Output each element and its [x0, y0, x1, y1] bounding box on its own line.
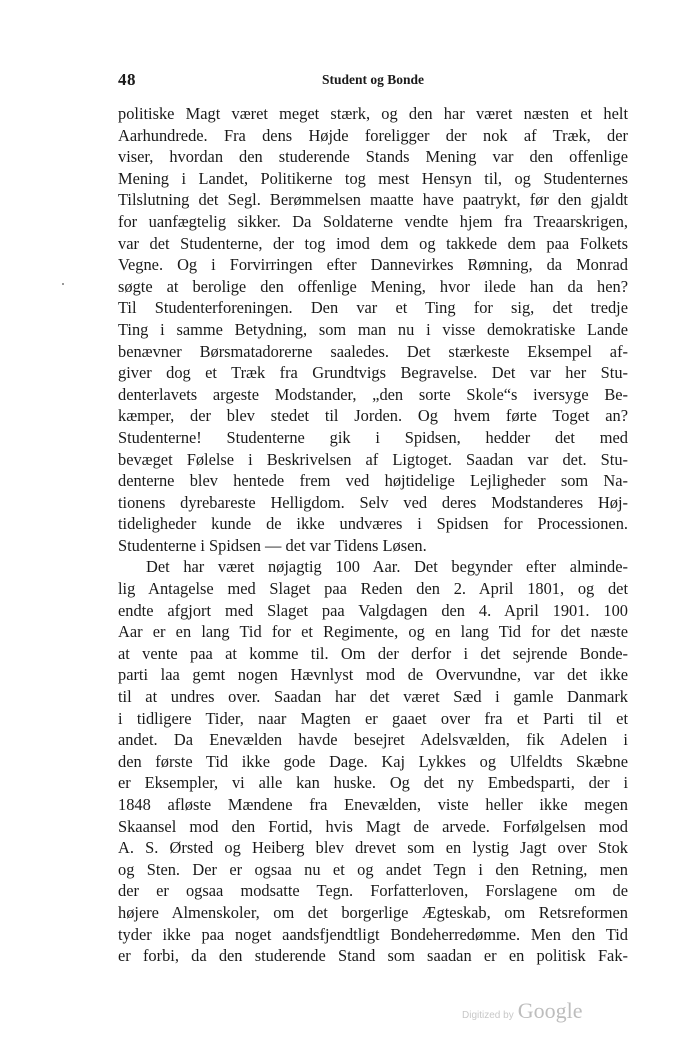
text-line: Tilslutning det Segl. Berømmelsen maatte have paatrykt, før den gjaldt	[118, 190, 628, 210]
text-line: til at undres over. Saadan har det været Sæd i gamle Danmark	[118, 687, 628, 707]
text-line: viser, hvordan den studerende Stands Mening var den offenlige	[118, 147, 628, 167]
page-number: 48	[118, 70, 136, 89]
body-text	[118, 103, 628, 967]
text-line: andet. Da Enevælden havde besejret Adelsvælden, fik Adelen i	[118, 730, 628, 750]
text-line: er Eksempler, vi alle kan huske. Og det ny Embedsparti, der i	[118, 773, 628, 793]
text-line: giver dog et Træk fra Grundtvigs Begravelse. Det var her Stu-	[118, 363, 628, 383]
text-line: A. S. Ørsted og Heiberg blev drevet som en lystig Jagt over Stok	[118, 838, 628, 858]
text-line: bevæget Følelse i Beskrivelsen af Ligtoget. Saadan var det. Stu-	[118, 449, 628, 469]
text-line: endte afgjort med Slaget paa Valgdagen den 4. April 1901. 100	[118, 600, 628, 620]
text-line: der er ogsaa modsatte Tegn. Forfatterloven, Forslagene om de	[118, 881, 628, 901]
text-line: er forbi, da den studerende Stand som saadan er en politisk Fak-	[118, 946, 628, 966]
text-line: lig Antagelse med Slaget paa Reden den 2. April 1801, og det	[118, 579, 628, 599]
digitization-watermark	[462, 998, 582, 1024]
paragraph-start-line: Det har været nøjagtig 100 Aar. Det begynder efter alminde-	[146, 557, 628, 577]
text-line: højere Almenskoler, om det borgerlige Ægteskab, om Retsreformen	[118, 902, 628, 922]
running-head: Student og Bonde	[321, 72, 425, 87]
text-line: for uanfægtelig sikker. Da Soldaterne vendte hjem fra Treaarskrigen,	[118, 211, 628, 231]
digitized-by-label: Digitized by	[462, 1010, 514, 1021]
text-line: i tidligere Tider, naar Magten er gaaet over fra et Parti til et	[118, 708, 628, 728]
text-line: Mening i Landet, Politikerne tog mest Hensyn til, og Studenternes	[118, 168, 628, 188]
text-line: denterlavets argeste Modstander, „den sorte Skole“s iversyge Be-	[118, 384, 628, 404]
paragraph-end-line: Studenterne i Spidsen — det var Tidens Løsen.	[118, 535, 427, 555]
text-line: var det Studenterne, der tog imod dem og takkede dem paa Folkets	[118, 233, 628, 253]
text-line: Skaansel mod den Fortid, hvis Magt de arvede. Forfølgelsen mod	[118, 816, 628, 836]
google-logo: Google	[517, 998, 583, 1023]
text-line: den første Tid ikke gode Dage. Kaj Lykkes og Ulfeldts Skæbne	[118, 751, 628, 771]
text-line: Aarhundrede. Fra dens Højde foreligger der nok af Træk, der	[118, 125, 628, 145]
text-line: parti laa gemt nogen Hævnlyst mod de Overvundne, var det ikke	[118, 665, 628, 685]
text-line: at vente paa at komme til. Om der derfor i det sejrende Bonde-	[118, 643, 628, 663]
text-line: Til Studenterforeningen. Den var et Ting for sig, det tredje	[118, 298, 628, 318]
text-line: tionens dyrebareste Helligdom. Selv ved deres Modstanderes Høj-	[118, 492, 628, 512]
text-line: og Sten. Der er ogsaa nu et og andet Tegn i den Retning, men	[118, 859, 628, 879]
text-line: søgte at berolige den offenlige Mening, hvor ilede han da hen?	[118, 276, 628, 296]
page-header	[118, 70, 628, 94]
text-line: tideligheder kunde de ikke undværes i Spidsen for Processionen.	[118, 514, 628, 534]
text-line: tyder ikke paa noget aandsfjendtligt Bondeherredømme. Men den Tid	[118, 924, 628, 944]
text-line: 1848 afløste Mændene fra Enevælden, viste heller ikke megen	[118, 795, 628, 814]
text-line: Aar er en lang Tid for et Regimente, og en lang Tid for det næste	[118, 622, 628, 642]
text-line: kæmper, der blev stedet til Jorden. Og hvem førte Toget an?	[118, 406, 628, 426]
text-line: Ting i samme Betydning, som man nu i visse demokratiske Lande	[118, 319, 628, 339]
margin-speck	[62, 283, 64, 285]
text-line: benævner Børsmatadorerne saaledes. Det stærkeste Eksempel af-	[118, 341, 628, 361]
text-line: politiske Magt været meget stærk, og den har været næsten et helt	[118, 104, 628, 123]
text-line: Studenterne! Studenterne gik i Spidsen, hedder det med	[118, 427, 628, 447]
text-line: Vegne. Og i Forvirringen efter Dannevirkes Rømning, da Monrad	[118, 255, 628, 275]
text-line: denterne blev hentede frem ved højtidelige Lejligheder som Na-	[118, 471, 628, 491]
